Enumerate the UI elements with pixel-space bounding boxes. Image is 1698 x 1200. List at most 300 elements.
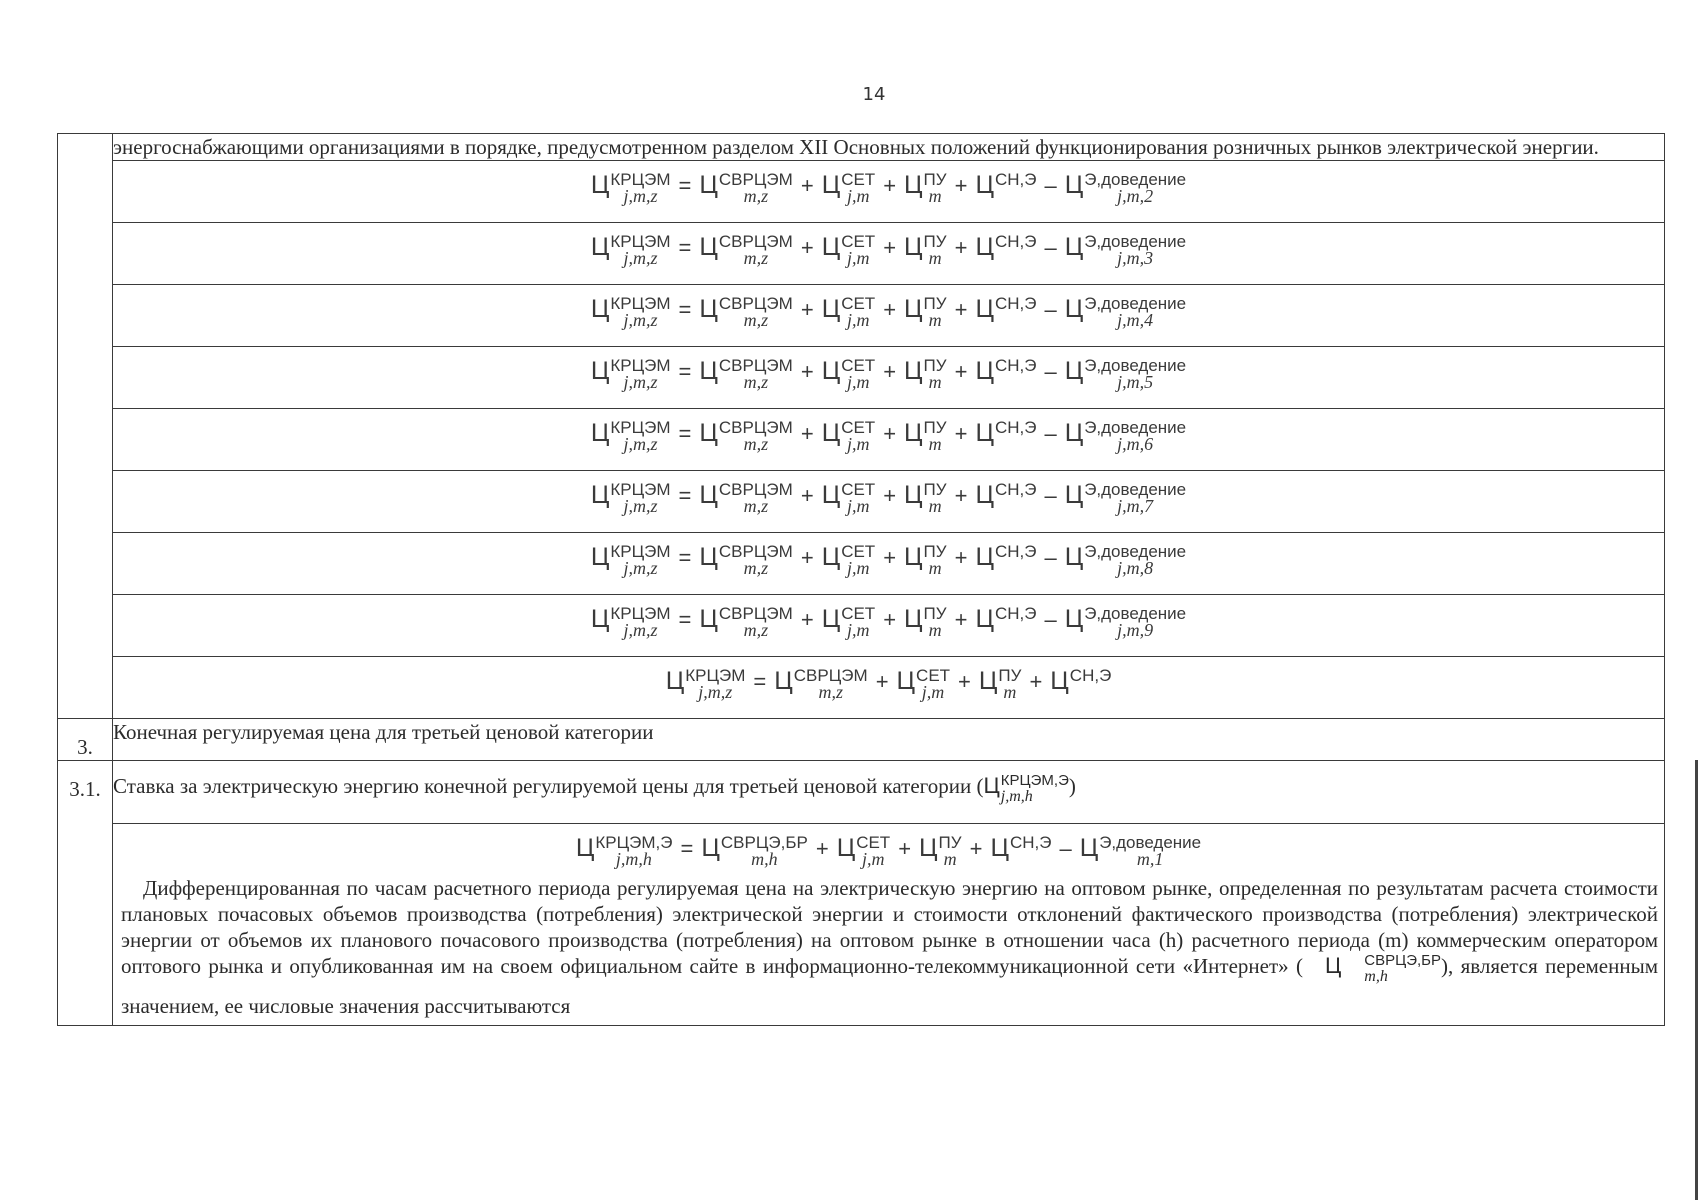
formula-symbol [904,233,947,274]
operator: + [800,483,814,508]
operator: = [678,483,692,508]
symbol-superscript: ПУ [923,170,947,189]
symbol-subscript: j,m [846,620,870,640]
symbol-base: Ц [975,233,994,261]
formula-symbol [975,357,1036,398]
symbol-superscript: КРЦЭМ [610,356,671,375]
formula-cell [113,223,1665,285]
section-title-close: ) [1068,774,1076,798]
symbol-superscript: СЕТ [841,542,876,561]
symbol-base: Ц [699,233,718,261]
operator: – [1044,421,1057,446]
formula [591,233,1186,274]
formula-symbol [822,233,876,274]
symbol-base: Ц [821,295,841,323]
formula-cell [113,285,1665,347]
symbol-base: Ц [975,543,994,571]
symbol-superscript: ПУ [923,294,947,313]
symbol-superscript: КРЦЭМ [610,294,671,313]
symbol-subscript: m,z [743,310,769,330]
formula [591,419,1186,460]
formula-row-final [58,657,1665,719]
symbol-base: Ц [904,543,923,571]
formula-symbol [975,605,1036,646]
operator: + [800,297,814,322]
operator: = [678,359,692,384]
symbol-base: Ц [590,357,610,385]
formula-cell [113,657,1665,719]
symbol-superscript: СВРЦЭМ [718,542,793,561]
operator: + [883,607,897,632]
formula-symbol [699,357,792,398]
symbol-subscript: m,z [743,186,769,206]
symbol-subscript: j,m,6 [1117,434,1154,454]
symbol-base: Ц [1079,834,1099,862]
symbol-superscript: ПУ [998,666,1022,685]
operator: – [1044,483,1057,508]
symbol-superscript: СВРЦЭ,БР [720,833,808,852]
operator: + [898,836,912,861]
formula-row [58,595,1665,657]
formula-symbol [699,481,792,522]
symbol-base: Ц [1324,953,1342,978]
formula [591,543,1186,584]
symbol-base: Ц [699,419,718,447]
section-number: 3.1. [58,761,113,1026]
symbol-superscript: ПУ [938,833,962,852]
symbol-subscript: m,z [743,496,769,516]
formula-symbol [822,419,876,460]
symbol-base: Ц [590,171,610,199]
symbol-superscript: СН,Э [994,418,1037,437]
symbol-base: Ц [978,667,998,695]
formula-symbol [1065,171,1186,212]
symbol-superscript: КРЦЭМ [610,232,671,251]
symbol-superscript: КРЦЭМ,Э [595,833,673,852]
symbol-base: Ц [821,419,841,447]
symbol-subscript: m,h [1364,968,1388,985]
formula-symbol [591,605,671,646]
symbol-superscript: Э,доведение [1099,833,1202,852]
symbol-base: Ц [590,481,610,509]
operator: – [1044,235,1057,260]
symbol-base: Ц [975,171,994,199]
formula-symbol [1065,543,1186,584]
symbol-base: Ц [904,295,923,323]
symbol-superscript: СН,Э [1009,833,1052,852]
operator: + [1029,669,1043,694]
operator: + [800,235,814,260]
symbol-base: Ц [919,834,938,862]
formula-symbol [1065,357,1186,398]
operator: – [1044,297,1057,322]
formula-symbol [822,605,876,646]
formula-symbol [1080,834,1201,875]
formula-symbol [919,834,962,875]
symbol-subscript: j,m [846,496,870,516]
symbol-base: Ц [975,419,994,447]
formula-row [58,409,1665,471]
symbol-subscript: j,m,z [623,620,658,640]
operator: + [969,836,983,861]
formula [591,295,1186,336]
operator: + [875,669,889,694]
symbol-superscript: КРЦЭМ [610,170,671,189]
formula-cell [113,347,1665,409]
formula-symbol [701,834,807,875]
symbol-subscript: m [928,372,942,392]
formula-symbol [591,295,671,336]
formula-and-text-cell [113,824,1665,1026]
symbol-superscript: СВРЦЭМ [718,232,793,251]
formula-symbol [699,543,792,584]
formula [591,481,1186,522]
symbol-base: Ц [699,357,718,385]
formula-symbol [1050,667,1111,708]
symbol-subscript: m [1003,682,1017,702]
symbol-subscript: j,m,z [623,496,658,516]
symbol-subscript: j,m,h [615,849,652,869]
formula-symbol [904,419,947,460]
symbol-subscript: m [928,248,942,268]
symbol-base: Ц [904,605,923,633]
symbol-superscript: КРЦЭМ [610,480,671,499]
formula-symbol [975,295,1036,336]
operator: + [883,297,897,322]
symbol-subscript: m,z [743,248,769,268]
symbol-superscript: Э,доведение [1084,170,1187,189]
number-cell-continued [58,134,113,719]
symbol-base: Ц [975,295,994,323]
symbol-base: Ц [896,667,916,695]
formula-symbol [904,295,947,336]
symbol-base: Ц [904,233,923,261]
symbol-superscript: Э,доведение [1084,542,1187,561]
symbol-base: Ц [1064,481,1084,509]
symbol-superscript: ПУ [923,542,947,561]
symbol-subscript: j,m,4 [1117,310,1154,330]
symbol-subscript: j,m,8 [1117,558,1154,578]
formula-symbol [699,295,792,336]
symbol-base: Ц [1064,419,1084,447]
formula-symbol [904,357,947,398]
symbol-base: Ц [590,543,610,571]
formula-symbol [774,667,867,708]
section-number: 3. [58,719,113,761]
paragraph-text: Дифференцированная по часам расчетного периода регулируемая цена на электрическую энергию на оптовом рынке, определенная по результатам расчета стоимости плановых почасовых объемов производства (потребления) электрической энергии и стоимости отклонений фактического производства (потребления) электрической энергии от объемов их планового почасового производства (потребления) на оптовом рынке в отношении часа (h) расчетного периода (m) коммерческим оператором оптового рынка и опубликованная им на своем официальном сайте в информационно-телекоммуникационной сети «Интернет» ( [121,876,1658,978]
symbol-base: Ц [575,834,595,862]
symbol-superscript: КРЦЭМ [685,666,746,685]
operator: + [954,359,968,384]
symbol-superscript: Э,доведение [1084,604,1187,623]
symbol-base: Ц [699,605,718,633]
symbol-subscript: m [943,849,957,869]
paragraph-text-end: ), является переменным значением, ее числовые значения рассчитываются [121,954,1658,1018]
symbol-subscript: m,z [818,682,843,702]
symbol-subscript: j,m,5 [1117,372,1154,392]
operator: + [883,421,897,446]
formula-symbol [591,357,671,398]
formula [591,605,1186,646]
formula-symbol [904,481,947,522]
operator: – [1044,173,1057,198]
formula-row [58,285,1665,347]
formula-symbol [822,357,876,398]
formula-symbol [591,481,671,522]
formula-symbol [699,233,792,274]
formula-symbol [975,543,1036,584]
section-title [113,761,1665,824]
symbol-subscript: j,m [846,186,870,206]
symbol-superscript: СН,Э [1069,666,1112,685]
symbol-base: Ц [1064,233,1084,261]
symbol-subscript: j,m,h [1000,788,1033,805]
operator: + [954,607,968,632]
operator: – [1044,545,1057,570]
symbol-subscript: j,m [846,248,870,268]
formula-symbol [591,233,671,274]
symbol-base: Ц [975,605,994,633]
formula-row [58,533,1665,595]
symbol-superscript: СЕТ [841,294,876,313]
symbol-base: Ц [904,171,923,199]
symbol-subscript: j,m [921,682,945,702]
formula-row [58,347,1665,409]
symbol-base: Ц [590,419,610,447]
symbol-superscript: СВРЦЭМ [718,356,793,375]
formula-symbol [822,481,876,522]
operator: + [800,607,814,632]
symbol-subscript: m [928,434,942,454]
symbol-superscript: Э,доведение [1084,232,1187,251]
operator: + [958,669,971,694]
operator: + [954,235,968,260]
symbol-superscript: СН,Э [994,480,1037,499]
formula-symbol [699,419,792,460]
symbol-base: Ц [975,481,994,509]
formula [591,357,1186,398]
formula-symbol [822,171,876,212]
symbol-subscript: j,m,z [623,310,658,330]
symbol-subscript: j,m,z [623,186,658,206]
symbol-subscript: j,m [846,558,870,578]
formula-cell [113,533,1665,595]
symbol-base: Ц [821,481,841,509]
symbol-subscript: j,m,z [623,248,658,268]
operator: – [1044,607,1057,632]
formula-symbol [975,419,1036,460]
operator: = [680,836,694,861]
symbol-superscript: СЕТ [916,666,951,685]
operator: + [954,297,968,322]
symbol-superscript: СВРЦЭ,БР [1364,952,1442,969]
operator: = [753,669,767,694]
symbol-subscript: j,m [846,434,870,454]
symbol-superscript: СЕТ [841,170,876,189]
symbol-base: Ц [699,171,718,199]
operator: = [678,235,692,260]
symbol-superscript: СВРЦЭМ [718,604,793,623]
symbol-superscript: Э,доведение [1084,418,1187,437]
symbol-base: Ц [836,834,856,862]
formula-cell [113,595,1665,657]
intro-text: энергоснабжающими организациями в порядке, предусмотренном разделом XII Основных положений функционирования розничных рынков электрической энергии. [113,134,1665,161]
symbol-superscript: ПУ [923,480,947,499]
symbol-base: Ц [590,605,610,633]
operator: + [800,545,814,570]
symbol-base: Ц [983,773,1000,798]
formula-row [58,471,1665,533]
formula-symbol [1303,953,1441,993]
symbol-superscript: СЕТ [841,604,876,623]
operator: + [954,173,968,198]
operator: = [678,297,692,322]
symbol-base: Ц [590,295,610,323]
symbol-base: Ц [1064,171,1084,199]
symbol-base: Ц [1064,605,1084,633]
symbol-superscript: СН,Э [994,356,1037,375]
symbol-superscript: КРЦЭМ [610,542,671,561]
operator: = [678,421,692,446]
symbol-base: Ц [701,834,720,862]
formula-symbol [1065,481,1186,522]
symbol-subscript: m [928,310,942,330]
symbol-base: Ц [699,295,718,323]
symbol-subscript: j,m,z [623,558,658,578]
operator: – [1044,359,1057,384]
symbol-base: Ц [821,543,841,571]
symbol-subscript: m,h [751,849,778,869]
formula-row [58,223,1665,285]
operator: + [954,483,968,508]
formula-symbol [1065,419,1186,460]
formula-symbol [984,773,1069,813]
symbol-superscript: Э,доведение [1084,480,1187,499]
symbol-subscript: j,m,7 [1117,496,1154,516]
symbol-superscript: СН,Э [994,604,1037,623]
formula [576,834,1201,875]
formula-row [58,161,1665,223]
symbol-superscript: ПУ [923,232,947,251]
formula-line [113,824,1664,875]
symbol-subscript: j,m,z [698,682,733,702]
symbol-superscript: СЕТ [841,418,876,437]
operator: + [815,836,829,861]
formula-symbol [1065,605,1186,646]
formula-symbol [897,667,951,708]
symbol-base: Ц [699,543,718,571]
operator: = [678,545,692,570]
operator: + [883,483,897,508]
symbol-superscript: КРЦЭМ,Э [1000,772,1069,789]
symbol-superscript: КРЦЭМ [610,418,671,437]
operator: = [678,607,692,632]
symbol-subscript: m,1 [1136,849,1164,869]
symbol-superscript: СВРЦЭМ [718,170,793,189]
formula-symbol [699,605,792,646]
formula-symbol [904,543,947,584]
symbol-subscript: m [928,620,942,640]
page-number: 14 [862,84,886,105]
symbol-base: Ц [990,834,1009,862]
symbol-superscript: СН,Э [994,170,1037,189]
intro-row [58,134,1665,161]
symbol-base: Ц [821,605,841,633]
operator: + [954,545,968,570]
formula-symbol [975,171,1036,212]
symbol-base: Ц [821,357,841,385]
symbol-subscript: m,z [743,558,769,578]
operator: – [1059,836,1072,861]
symbol-subscript: j,m,9 [1117,620,1154,640]
symbol-subscript: j,m,z [623,434,658,454]
section-title: Конечная регулируемая цена для третьей ценовой категории [113,719,1665,761]
symbol-subscript: m [928,496,942,516]
formula-symbol [822,295,876,336]
symbol-superscript: СВРЦЭМ [718,480,793,499]
symbol-base: Ц [1064,295,1084,323]
operator: + [883,235,897,260]
symbol-subscript: j,m,2 [1117,186,1154,206]
symbol-subscript: j,m,z [623,372,658,392]
formula-symbol [837,834,891,875]
formula-symbol [666,667,746,708]
symbol-superscript: СВРЦЭМ [793,666,868,685]
symbol-superscript: Э,доведение [1084,294,1187,313]
symbol-superscript: СН,Э [994,294,1037,313]
formula [591,171,1186,212]
symbol-subscript: m [928,186,942,206]
operator: + [883,545,897,570]
section-3-1-row [58,761,1665,824]
symbol-base: Ц [699,481,718,509]
symbol-superscript: СЕТ [841,356,876,375]
symbol-base: Ц [904,419,923,447]
symbol-superscript: Э,доведение [1084,356,1187,375]
symbol-subscript: j,m [861,849,885,869]
symbol-subscript: j,m [846,372,870,392]
operator: + [800,421,814,446]
symbol-base: Ц [821,233,841,261]
formula-symbol [591,419,671,460]
symbol-base: Ц [590,233,610,261]
formula-cell [113,161,1665,223]
symbol-superscript: СВРЦЭМ [718,294,793,313]
symbol-superscript: КРЦЭМ [610,604,671,623]
formula-symbol [591,543,671,584]
operator: + [800,359,814,384]
formula-symbol [1065,233,1186,274]
symbol-superscript: СЕТ [841,232,876,251]
formula-symbol [975,481,1036,522]
symbol-subscript: m [928,558,942,578]
formula-symbol [591,171,671,212]
symbol-base: Ц [1064,543,1084,571]
symbol-base: Ц [665,667,685,695]
symbol-superscript: СЕТ [841,480,876,499]
formula-cell [113,471,1665,533]
formula-symbol [1065,295,1186,336]
symbol-subscript: m,z [743,372,769,392]
section-3-1-body-row [58,824,1665,1026]
symbol-superscript: ПУ [923,418,947,437]
operator: = [678,173,692,198]
symbol-superscript: СЕТ [856,833,891,852]
formula-symbol [975,233,1036,274]
formula-symbol [576,834,673,875]
operator: + [883,359,897,384]
symbol-subscript: m,z [743,620,769,640]
